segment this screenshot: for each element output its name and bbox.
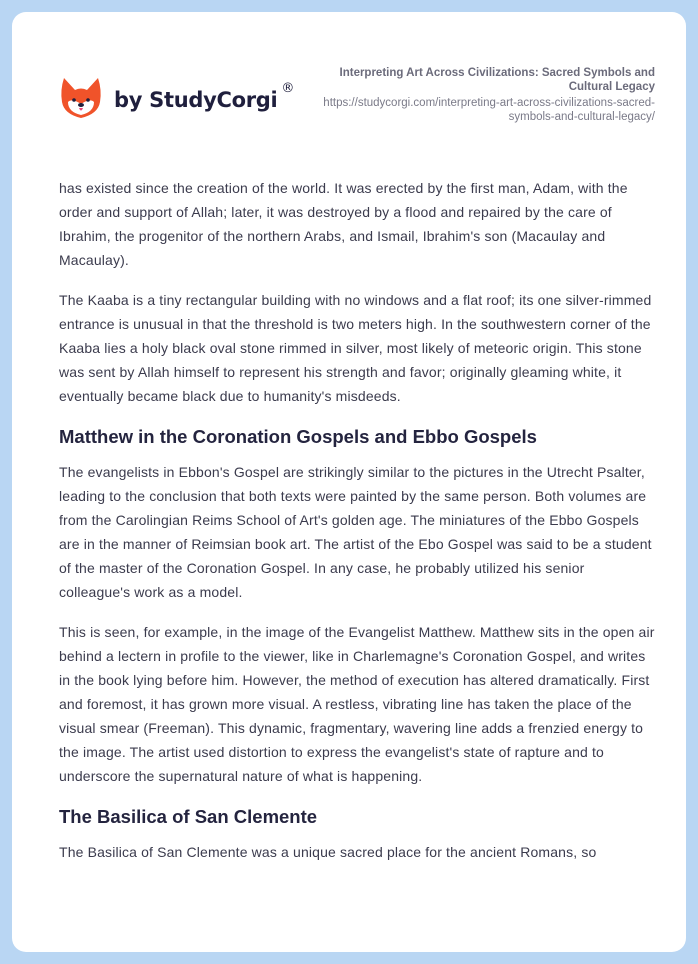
paragraph: This is seen, for example, in the image of the Evangelist Matthew. Matthew sits in the open air behind a lectern in profile to the viewer, like in Charlemagne's Coronation Gospel, and writes in the book lying before him. However, the method of execution has altered dramatically. First and foremost, it has grown more visual. A restless, vibrating line has taken the place of the visual smear (Freeman). This dynamic, fragmentary, wavering line adds a frenzied energy to the image. The artist used distortion to express the evangelist's state of rapture and to underscore the supernatural nature of what is happening. (59, 624, 655, 784)
registered-mark: ® (281, 80, 295, 96)
document-page (12, 12, 686, 952)
logo-text: by StudyCorgi (114, 88, 278, 112)
paragraph: The Basilica of San Clemente was a unique sacred place for the ancient Romans, so (59, 844, 597, 860)
section-heading: The Basilica of San Clemente (59, 806, 318, 827)
article-content (59, 176, 659, 880)
page-header (12, 12, 686, 162)
document-url[interactable]: https://studycorgi.com/interpreting-art-across-civilizations-sacred-symbols-and-cultural-legacy/ (323, 97, 655, 123)
paragraph: The evangelists in Ebbon's Gospel are strikingly similar to the pictures in the Utrecht Psalter, leading to the conclusion that both texts were painted by the same person. Both volumes are from the Carolingian Reims School of Art's golden age. The miniatures of the Ebbo Gospels are in the manner of Reimsian book art. The artist of the Ebo Gospel was said to be a student of the master of the Coronation Gospel. In any case, he probably utilized his senior colleague's work as a model. (59, 464, 652, 600)
paragraph: has existed since the creation of the world. It was erected by the first man, Adam, with the order and support of Allah; later, it was destroyed by a flood and repaired by the care of Ibrahim, the progenitor of the northern Arabs, and Ismail, Ibrahim's son (Macaulay and Macaulay). (59, 180, 628, 268)
document-meta (295, 66, 655, 124)
section-heading: Matthew in the Coronation Gospels and Ebbo Gospels (59, 426, 537, 447)
paragraph: The Kaaba is a tiny rectangular building with no windows and a flat roof; its one silver-rimmed entrance is unusual in that the threshold is two meters high. In the southwestern corner of the Kaaba lies a holy black oval stone rimmed in silver, most likely of meteoric origin. This stone was sent by Allah himself to represent his strength and favor; originally gleaming white, it eventually became black due to humanity's misdeeds. (59, 292, 652, 404)
corgi-head-icon (60, 76, 102, 120)
studycorgi-logo[interactable] (60, 76, 294, 120)
document-title: Interpreting Art Across Civilizations: Sacred Symbols and Cultural Legacy (339, 67, 655, 93)
